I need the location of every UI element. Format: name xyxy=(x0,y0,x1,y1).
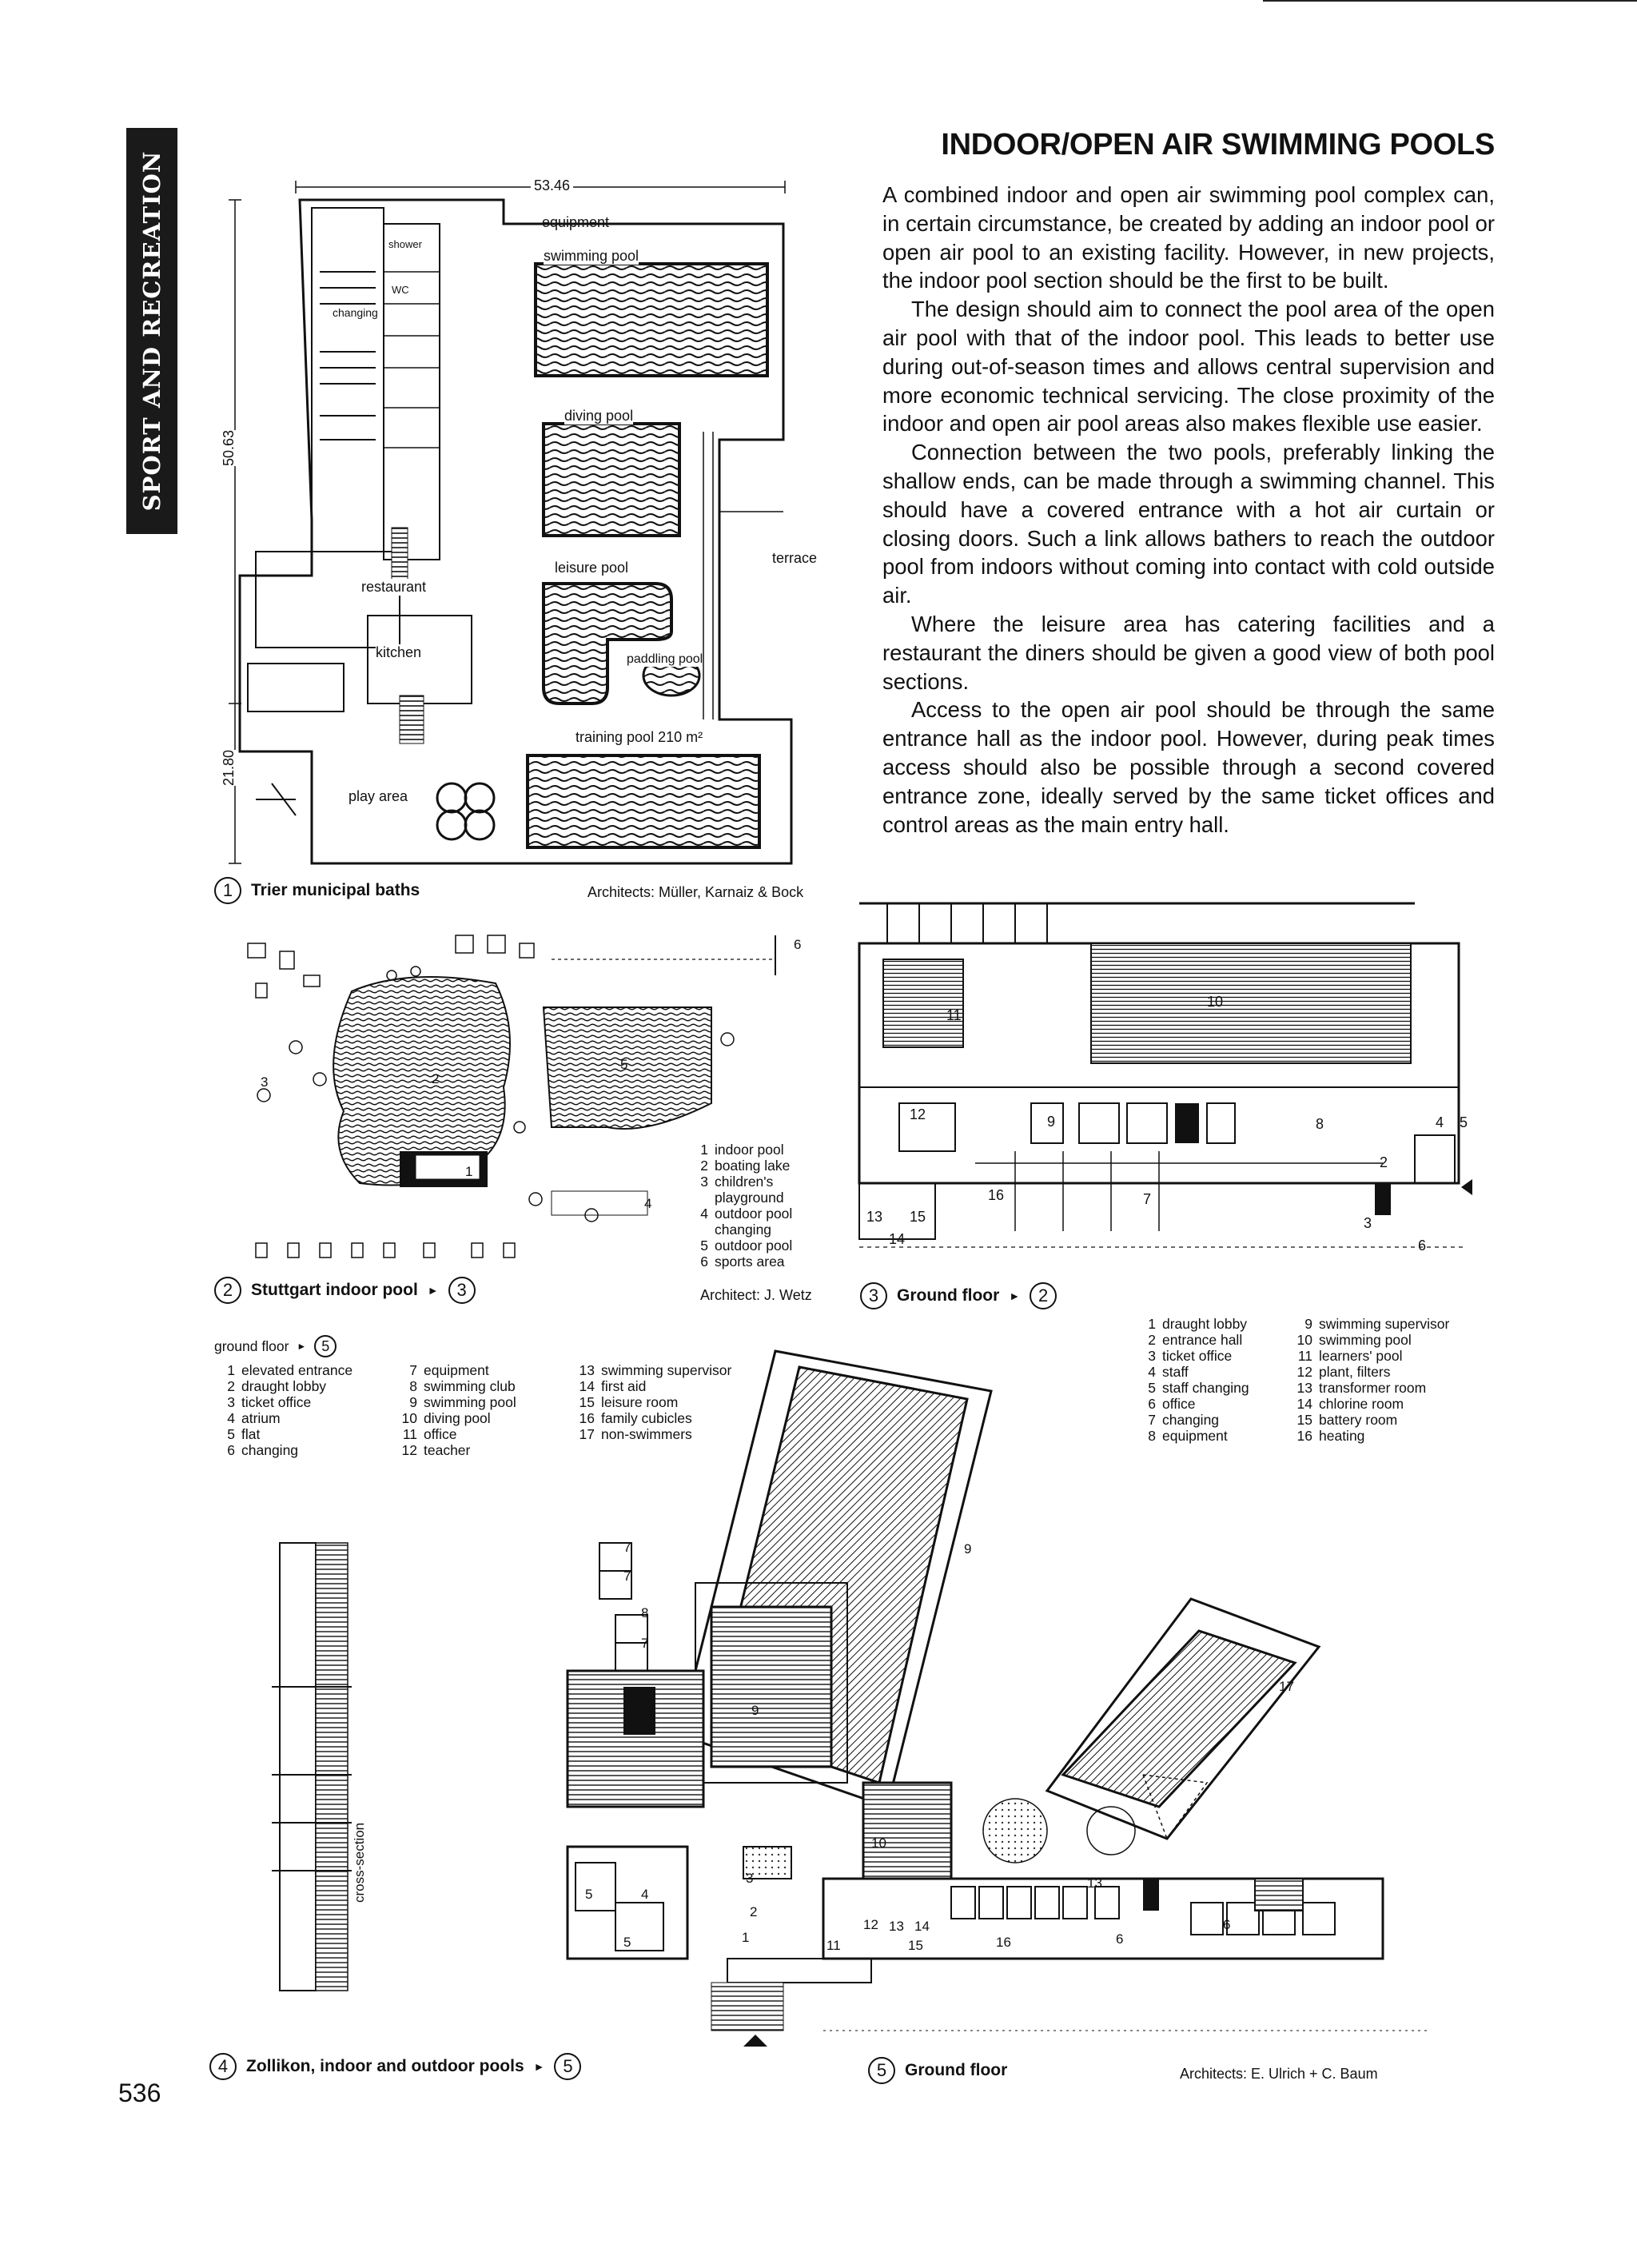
label-diving-pool: diving pool xyxy=(564,408,634,424)
zp-label-17: 17 xyxy=(1279,1679,1294,1694)
gf-label-7: 7 xyxy=(1143,1191,1152,1207)
zp-label-5b: 5 xyxy=(623,1935,631,1950)
figure-5-caption xyxy=(868,2057,1007,2084)
site-label-3: 3 xyxy=(261,1074,269,1090)
figure-1-architects: Architects: Müller, Karnaiz & Bock xyxy=(587,884,804,900)
zp-label-9b: 9 xyxy=(751,1703,759,1718)
site-label-6: 6 xyxy=(794,937,802,952)
gf-label-3: 3 xyxy=(1364,1215,1372,1231)
zp-label-16: 16 xyxy=(996,1935,1011,1950)
zp-label-9a: 9 xyxy=(964,1541,972,1557)
label-changing: changing xyxy=(333,306,378,319)
zp-label-5a: 5 xyxy=(585,1887,593,1902)
zp-label-15: 15 xyxy=(908,1938,923,1953)
figure-4-caption xyxy=(209,2053,581,2080)
figure-4-legend-b: 7 equipment 8 swimming club 9 swimming pool 10 diving pool 11 office 12 teacher xyxy=(401,1362,516,1458)
zp-label-10: 10 xyxy=(871,1836,886,1851)
section-tab-label: SPORT AND RECREATION xyxy=(138,150,165,512)
section-label: cross-section xyxy=(352,1822,367,1903)
zp-label-7c: 7 xyxy=(641,1636,649,1651)
caption-text: Trier municipal baths xyxy=(251,881,420,899)
gf-label-14: 14 xyxy=(889,1231,906,1247)
figure-3-legend-b: 9 swimming supervisor 10 swimming pool 11 learners' pool 12 plant, filters 13 transformer room 14 chlorine room 15 battery room 16 heating xyxy=(1296,1316,1450,1444)
figure-ref: 5 xyxy=(314,1335,337,1357)
zp-label-1: 1 xyxy=(742,1930,750,1945)
gf-label-12: 12 xyxy=(910,1106,926,1122)
caption-text: Stuttgart indoor pool xyxy=(251,1281,418,1299)
label-kitchen: kitchen xyxy=(376,644,422,660)
site-label-4: 4 xyxy=(644,1196,652,1211)
label-paddling-pool: paddling pool xyxy=(627,652,703,666)
zp-label-11: 11 xyxy=(826,1938,841,1953)
figure-number: 1 xyxy=(214,877,241,904)
page-title: INDOOR/OPEN AIR SWIMMING POOLS xyxy=(941,128,1495,161)
zp-label-12: 12 xyxy=(863,1917,878,1932)
zp-label-4: 4 xyxy=(641,1887,649,1902)
figure-5-architects: Architects: E. Ulrich + C. Baum xyxy=(1180,2066,1378,2082)
top-rule xyxy=(1263,0,1637,2)
gf-label-10: 10 xyxy=(1207,994,1224,1010)
label-training-pool: training pool 210 m² xyxy=(576,729,703,745)
arrow-icon: ► xyxy=(1009,1289,1021,1302)
figure-2-legend: 1 indoor pool 2 boating lake 3 children's playground 4 outdoor pool changing 5 outdoor pool 6 sports area xyxy=(700,1142,793,1270)
figure-2-caption xyxy=(214,1277,476,1304)
figure-number: 3 xyxy=(860,1282,887,1309)
dim-left-a: 50.63 xyxy=(221,429,237,467)
label-terrace: terrace xyxy=(772,550,818,566)
label-restaurant: restaurant xyxy=(361,579,427,595)
gf-label-13: 13 xyxy=(866,1209,883,1225)
gf-label-9: 9 xyxy=(1047,1114,1056,1130)
site-label-2: 2 xyxy=(432,1071,440,1086)
site-label-5: 5 xyxy=(620,1057,628,1072)
gf-label-6: 6 xyxy=(1418,1238,1427,1254)
dim-left-b: 21.80 xyxy=(221,749,237,787)
dim-top: 53.46 xyxy=(531,177,573,194)
figure-4-heading: ground floor ► 5 xyxy=(214,1335,337,1357)
caption-text: Ground floor xyxy=(905,2061,1008,2079)
zp-label-7b: 7 xyxy=(623,1568,631,1584)
zp-label-14: 14 xyxy=(914,1919,930,1934)
paragraph: Access to the open air pool should be through the same entrance hall as the indoor pool. However, during peak times access should also be possible through a second covered entrance zone, ideally served by the same ticket offices and control areas as the main entry hall. xyxy=(882,697,1495,837)
gf-label-16: 16 xyxy=(988,1187,1005,1203)
gf-label-4: 4 xyxy=(1436,1114,1444,1130)
zp-label-6b: 6 xyxy=(1223,1917,1231,1932)
label-equipment: equipment xyxy=(542,214,610,230)
arrow-icon: ► xyxy=(427,1284,439,1297)
label-swimming-pool: swimming pool xyxy=(544,248,639,264)
zollikon-plan-drawing xyxy=(264,1327,1487,2087)
section-tab xyxy=(126,128,177,534)
figure-3-caption xyxy=(860,1282,1057,1309)
figure-ref: 2 xyxy=(1030,1282,1057,1309)
gf-label-15: 15 xyxy=(910,1209,926,1225)
zp-label-13b: 13 xyxy=(1087,1875,1102,1891)
figure-ref: 3 xyxy=(448,1277,476,1304)
zp-label-8: 8 xyxy=(641,1605,649,1620)
page-number: 536 xyxy=(118,2079,161,2107)
figure-number: 2 xyxy=(214,1277,241,1304)
figure-4-legend-c: 13 swimming supervisor 14 first aid 15 leisure room 16 family cubicles 17 non-swimmers xyxy=(579,1362,732,1442)
site-label-1: 1 xyxy=(465,1164,473,1179)
zp-label-7a: 7 xyxy=(623,1540,631,1555)
paragraph: Where the leisure area has catering facilities and a restaurant the diners should be given a good view of both pool sections. xyxy=(882,611,1495,694)
figure-3-legend-a: 1 draught lobby 2 entrance hall 3 ticket office 4 staff 5 staff changing 6 office 7 changing 8 equipment xyxy=(1148,1316,1249,1444)
caption-text: Zollikon, indoor and outdoor pools xyxy=(246,2057,524,2075)
zp-label-2: 2 xyxy=(750,1904,758,1919)
body-text xyxy=(882,181,1495,839)
gf-label-8: 8 xyxy=(1316,1116,1324,1132)
gf-label-5: 5 xyxy=(1460,1114,1468,1130)
figure-2-architect: Architect: J. Wetz xyxy=(700,1287,812,1303)
caption-text: Ground floor xyxy=(897,1286,1000,1305)
gf-label-2: 2 xyxy=(1380,1154,1388,1170)
figure-1-caption xyxy=(214,877,420,904)
label-shower: shower xyxy=(388,238,422,250)
figure-4-legend-a: 1 elevated entrance 2 draught lobby 3 ticket office 4 atrium 5 flat 6 changing xyxy=(227,1362,353,1458)
label-wc: WC xyxy=(392,284,409,296)
label-leisure-pool: leisure pool xyxy=(555,560,629,576)
paragraph: The design should aim to connect the pool area of the open air pool with that of the indoor pool. This leads to better use during out-of-season times and allows central supervision and more economic technical servicing. The close proximity of the indoor and open air pool areas also makes flexible use easier. xyxy=(882,297,1495,436)
paragraph: Connection between the two pools, preferably linking the shallow ends, can be made through a swimming channel. This should have a covered entrance with a hot air curtain or closing doors. Such a link allows bathers to reach the outdoor pool from indoors without coming into contact with cold outside air. xyxy=(882,440,1495,608)
figure-number: 5 xyxy=(868,2057,895,2084)
zp-label-3: 3 xyxy=(746,1871,754,1886)
arrow-icon: ► xyxy=(533,2060,545,2073)
zp-label-13a: 13 xyxy=(889,1919,904,1934)
trier-plan-drawing xyxy=(224,176,847,879)
stuttgart-ground-floor-drawing xyxy=(855,895,1495,1263)
figure-number: 4 xyxy=(209,2053,237,2080)
paragraph: A combined indoor and open air swimming pool complex can, in certain circumstance, be created by adding an indoor pool or open air pool to an existing facility. However, in new projects, the indoor pool section should be the first to be built. xyxy=(882,182,1495,293)
figure-ref: 5 xyxy=(554,2053,581,2080)
zp-label-6a: 6 xyxy=(1116,1931,1124,1947)
gf-label-11: 11 xyxy=(946,1007,962,1023)
arrow-icon: ► xyxy=(297,1341,307,1352)
label-play-area: play area xyxy=(349,788,408,804)
